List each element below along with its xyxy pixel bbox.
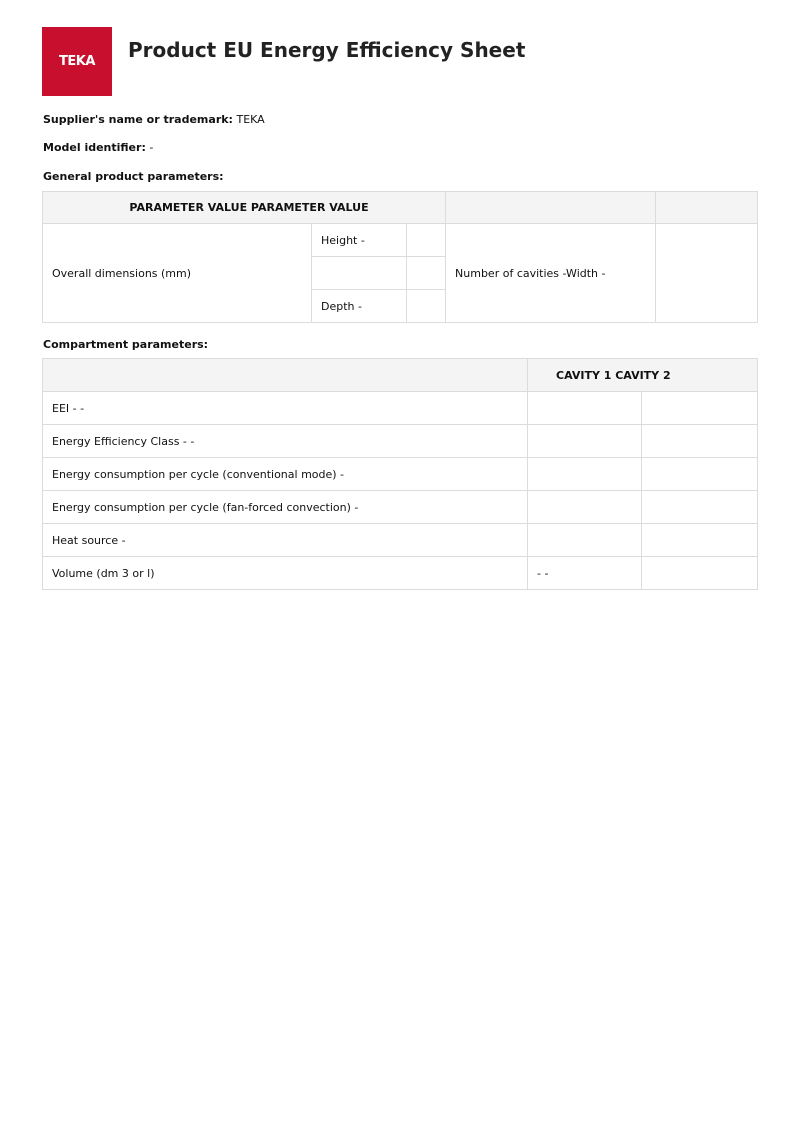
- supplier-line: [43, 113, 265, 126]
- height-cell: Height -: [312, 224, 407, 257]
- table-row: [43, 425, 758, 458]
- row-label: Energy consumption per cycle (fan-forced convection) -: [43, 491, 528, 524]
- volume-value: - -: [528, 557, 642, 590]
- model-label: Model identifier:: [43, 141, 146, 154]
- row-label: EEI - -: [43, 392, 528, 425]
- general-header-text: PARAMETER VALUE PARAMETER VALUE: [129, 201, 369, 214]
- table-row: [43, 557, 758, 590]
- supplier-value: TEKA: [236, 113, 265, 126]
- general-heading: General product parameters:: [43, 170, 224, 183]
- row-label: Energy Efficiency Class - -: [43, 425, 528, 458]
- table-row: [43, 392, 758, 425]
- table-row: [43, 458, 758, 491]
- general-parameters-table: [42, 191, 758, 323]
- compartment-parameters-table: [42, 358, 758, 590]
- page-title: Product EU Energy Efficiency Sheet: [128, 38, 526, 62]
- model-line: [43, 141, 153, 154]
- model-value: -: [149, 141, 154, 154]
- cavity-header-text: CAVITY 1 CAVITY 2: [556, 368, 671, 382]
- compartment-header-row: [43, 359, 758, 392]
- table-row: [43, 524, 758, 557]
- cavities-cell: Number of cavities -Width -: [446, 224, 656, 323]
- row-label: Energy consumption per cycle (conventional mode) -: [43, 458, 528, 491]
- depth-cell: Depth -: [312, 290, 407, 323]
- table-row: [43, 491, 758, 524]
- teka-logo: [42, 27, 112, 96]
- supplier-label: Supplier's name or trademark:: [43, 113, 233, 126]
- row-label: Heat source -: [43, 524, 528, 557]
- overall-dimensions-cell: Overall dimensions (mm): [43, 224, 312, 323]
- compartment-heading: Compartment parameters:: [43, 338, 209, 351]
- logo-text: TEKA: [59, 54, 95, 69]
- row-label: Volume (dm 3 or l): [43, 557, 528, 590]
- general-row: [43, 224, 758, 257]
- general-header-row: [43, 192, 758, 224]
